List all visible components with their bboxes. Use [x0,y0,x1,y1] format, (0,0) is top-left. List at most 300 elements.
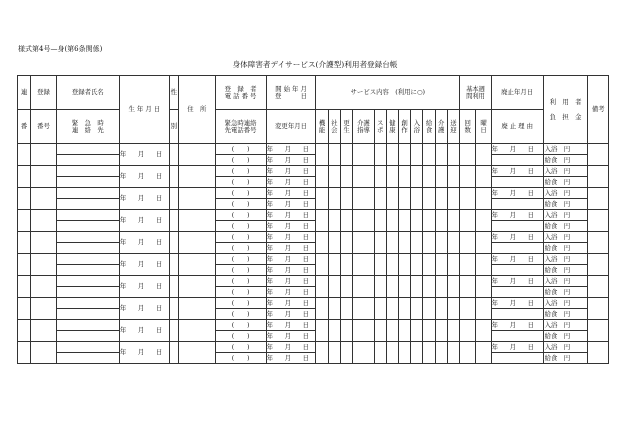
cell-service-shakai[interactable] [328,342,340,364]
cell-service-sogei[interactable] [447,188,459,210]
cell-name[interactable] [56,298,119,309]
cell-weekday[interactable] [476,320,491,342]
cell-start-date[interactable]: 年 月 日 [266,232,316,243]
cell-name[interactable] [56,166,119,177]
cell-change-date[interactable]: 年 月 日 [266,199,316,210]
cell-end-reason[interactable] [491,177,543,188]
cell-reg-number[interactable] [31,210,56,232]
cell-service-kino[interactable] [316,166,328,188]
cell-emergency-contact[interactable] [56,155,119,166]
cell-service-sosaku[interactable] [398,210,410,232]
cell-weekday[interactable] [476,144,491,166]
cell-start-date[interactable]: 年 月 日 [266,276,316,287]
cell-count[interactable] [460,320,476,342]
cell-meal-fee[interactable]: 給食 円 [543,353,588,364]
cell-reg-phone[interactable]: ( ) [215,342,266,353]
cell-end-date[interactable]: 年 月 日 [491,144,543,155]
cell-emergency-phone[interactable]: ( ) [215,243,266,254]
cell-emergency-contact[interactable] [56,199,119,210]
cell-change-date[interactable]: 年 月 日 [266,243,316,254]
cell-reg-number[interactable] [31,298,56,320]
cell-end-date[interactable]: 年 月 日 [491,166,543,177]
cell-service-sogei[interactable] [447,166,459,188]
cell-service-kosei[interactable] [340,276,352,298]
cell-service-shakai[interactable] [328,144,340,166]
header-change-date: 変更年月日 [266,110,316,144]
cell-service-kaigo[interactable] [435,276,447,298]
cell-service-kino[interactable] [316,232,328,254]
cell-remarks[interactable] [588,298,609,320]
cell-service-sosaku[interactable] [398,232,410,254]
cell-weekday[interactable] [476,166,491,188]
cell-seq[interactable] [18,276,31,298]
cell-meal-fee[interactable]: 給食 円 [543,177,588,188]
cell-service-nyuyoku[interactable] [411,254,423,276]
cell-start-date[interactable]: 年 月 日 [266,254,316,265]
cell-service-shakai[interactable] [328,166,340,188]
cell-name[interactable] [56,144,119,155]
cell-service-kyushoku[interactable] [423,232,435,254]
cell-name[interactable] [56,342,119,353]
cell-reg-phone[interactable]: ( ) [215,188,266,199]
cell-emergency-phone[interactable]: ( ) [215,199,266,210]
header-end-reason: 廃 止 理 由 [491,110,543,144]
cell-weekday[interactable] [476,188,491,210]
cell-service-sogei[interactable] [447,342,459,364]
cell-service-shakai[interactable] [328,210,340,232]
cell-seq[interactable] [18,254,31,276]
cell-service-kaigo[interactable] [435,210,447,232]
cell-reg-number[interactable] [31,276,56,298]
cell-change-date[interactable]: 年 月 日 [266,287,316,298]
cell-birthdate[interactable]: 年 月 日 [119,298,169,320]
cell-service-shakai[interactable] [328,298,340,320]
cell-change-date[interactable]: 年 月 日 [266,221,316,232]
cell-service-kaigo-shido[interactable] [353,166,374,188]
cell-service-kaigo-shido[interactable] [353,298,374,320]
cell-emergency-contact[interactable] [56,177,119,188]
cell-remarks[interactable] [588,320,609,342]
cell-birthdate[interactable]: 年 月 日 [119,166,169,188]
cell-reg-phone[interactable]: ( ) [215,232,266,243]
cell-service-sosaku[interactable] [398,298,410,320]
cell-bath-fee[interactable]: 入浴 円 [543,210,588,221]
cell-emergency-phone[interactable]: ( ) [215,287,266,298]
cell-name[interactable] [56,210,119,221]
cell-end-reason[interactable] [491,265,543,276]
cell-remarks[interactable] [588,254,609,276]
cell-meal-fee[interactable]: 給食 円 [543,287,588,298]
cell-name[interactable] [56,276,119,287]
cell-service-sports[interactable] [374,254,386,276]
cell-reg-number[interactable] [31,254,56,276]
cell-service-kino[interactable] [316,144,328,166]
cell-service-kino[interactable] [316,210,328,232]
cell-service-shakai[interactable] [328,232,340,254]
cell-service-sports[interactable] [374,298,386,320]
cell-service-kyushoku[interactable] [423,144,435,166]
cell-end-reason[interactable] [491,243,543,254]
cell-service-kenko[interactable] [386,166,398,188]
cell-end-reason[interactable] [491,331,543,342]
form-number: 様式第4号—身(第6条関係) [18,45,103,53]
cell-reg-phone[interactable]: ( ) [215,298,266,309]
cell-emergency-phone[interactable]: ( ) [215,155,266,166]
cell-count[interactable] [460,276,476,298]
cell-emergency-phone[interactable]: ( ) [215,309,266,320]
cell-service-kosei[interactable] [340,210,352,232]
cell-address[interactable] [178,276,215,298]
cell-emergency-contact[interactable] [56,221,119,232]
cell-start-date[interactable]: 年 月 日 [266,188,316,199]
cell-seq[interactable] [18,342,31,364]
cell-sex[interactable] [169,298,178,320]
cell-meal-fee[interactable]: 給食 円 [543,331,588,342]
cell-bath-fee[interactable]: 入浴 円 [543,232,588,243]
cell-count[interactable] [460,298,476,320]
cell-count[interactable] [460,188,476,210]
cell-service-sosaku[interactable] [398,144,410,166]
cell-end-date[interactable]: 年 月 日 [491,298,543,309]
cell-bath-fee[interactable]: 入浴 円 [543,254,588,265]
cell-meal-fee[interactable]: 給食 円 [543,265,588,276]
cell-reg-number[interactable] [31,342,56,364]
cell-service-nyuyoku[interactable] [411,144,423,166]
cell-remarks[interactable] [588,210,609,232]
cell-change-date[interactable]: 年 月 日 [266,177,316,188]
cell-address[interactable] [178,342,215,364]
header-service-shakai: 社 会 [328,110,340,144]
cell-service-kyushoku[interactable] [423,166,435,188]
cell-reg-number[interactable] [31,320,56,342]
cell-service-kenko[interactable] [386,298,398,320]
cell-service-kino[interactable] [316,254,328,276]
cell-service-kenko[interactable] [386,276,398,298]
cell-weekday[interactable] [476,298,491,320]
header-service-sogei: 送 迎 [447,110,459,144]
cell-reg-phone[interactable]: ( ) [215,320,266,331]
cell-service-kenko[interactable] [386,254,398,276]
cell-service-sogei[interactable] [447,320,459,342]
cell-end-date[interactable]: 年 月 日 [491,276,543,287]
cell-seq[interactable] [18,232,31,254]
cell-seq[interactable] [18,166,31,188]
cell-start-date[interactable]: 年 月 日 [266,320,316,331]
cell-change-date[interactable]: 年 月 日 [266,353,316,364]
cell-service-kosei[interactable] [340,254,352,276]
cell-name[interactable] [56,254,119,265]
cell-service-sogei[interactable] [447,254,459,276]
cell-service-sogei[interactable] [447,232,459,254]
cell-reg-number[interactable] [31,144,56,166]
cell-emergency-contact[interactable] [56,265,119,276]
cell-service-sports[interactable] [374,232,386,254]
cell-service-kaigo[interactable] [435,298,447,320]
cell-service-nyuyoku[interactable] [411,320,423,342]
cell-reg-phone[interactable]: ( ) [215,144,266,155]
cell-service-kenko[interactable] [386,320,398,342]
cell-birthdate[interactable]: 年 月 日 [119,144,169,166]
cell-end-reason[interactable] [491,221,543,232]
cell-service-kosei[interactable] [340,298,352,320]
cell-emergency-phone[interactable]: ( ) [215,353,266,364]
cell-service-kyushoku[interactable] [423,320,435,342]
cell-start-date[interactable]: 年 月 日 [266,166,316,177]
cell-sex[interactable] [169,342,178,364]
cell-service-sosaku[interactable] [398,254,410,276]
cell-emergency-phone[interactable]: ( ) [215,265,266,276]
cell-service-kaigo[interactable] [435,254,447,276]
cell-emergency-phone[interactable]: ( ) [215,221,266,232]
cell-end-date[interactable]: 年 月 日 [491,210,543,221]
cell-weekday[interactable] [476,210,491,232]
header-service-nyuyoku: 入 浴 [411,110,423,144]
cell-address[interactable] [178,210,215,232]
cell-end-date[interactable]: 年 月 日 [491,320,543,331]
cell-change-date[interactable]: 年 月 日 [266,265,316,276]
header-service-kaigo-shido: 介護 指導 [353,110,374,144]
cell-bath-fee[interactable]: 入浴 円 [543,320,588,331]
cell-sex[interactable] [169,320,178,342]
cell-service-kaigo-shido[interactable] [353,210,374,232]
cell-service-kaigo[interactable] [435,144,447,166]
cell-service-kosei[interactable] [340,232,352,254]
cell-sex[interactable] [169,232,178,254]
cell-end-reason[interactable] [491,353,543,364]
cell-count[interactable] [460,144,476,166]
cell-remarks[interactable] [588,232,609,254]
cell-service-sogei[interactable] [447,210,459,232]
cell-count[interactable] [460,254,476,276]
cell-meal-fee[interactable]: 給食 円 [543,243,588,254]
cell-meal-fee[interactable]: 給食 円 [543,309,588,320]
cell-service-nyuyoku[interactable] [411,232,423,254]
cell-count[interactable] [460,166,476,188]
cell-end-reason[interactable] [491,199,543,210]
cell-weekday[interactable] [476,254,491,276]
cell-meal-fee[interactable]: 給食 円 [543,199,588,210]
cell-name[interactable] [56,320,119,331]
cell-bath-fee[interactable]: 入浴 円 [543,188,588,199]
cell-address[interactable] [178,232,215,254]
cell-birthdate[interactable]: 年 月 日 [119,320,169,342]
cell-emergency-phone[interactable]: ( ) [215,331,266,342]
cell-service-kosei[interactable] [340,144,352,166]
cell-service-kino[interactable] [316,298,328,320]
cell-birthdate[interactable]: 年 月 日 [119,232,169,254]
cell-service-kino[interactable] [316,276,328,298]
cell-address[interactable] [178,188,215,210]
cell-service-sports[interactable] [374,210,386,232]
cell-service-kyushoku[interactable] [423,210,435,232]
cell-service-kaigo-shido[interactable] [353,232,374,254]
cell-service-kosei[interactable] [340,188,352,210]
cell-end-date[interactable]: 年 月 日 [491,232,543,243]
cell-service-sports[interactable] [374,144,386,166]
cell-service-sosaku[interactable] [398,342,410,364]
cell-remarks[interactable] [588,166,609,188]
cell-bath-fee[interactable]: 入浴 円 [543,298,588,309]
cell-service-kaigo[interactable] [435,166,447,188]
cell-count[interactable] [460,232,476,254]
cell-service-kenko[interactable] [386,188,398,210]
cell-end-date[interactable]: 年 月 日 [491,254,543,265]
cell-remarks[interactable] [588,188,609,210]
cell-service-shakai[interactable] [328,254,340,276]
cell-end-reason[interactable] [491,155,543,166]
cell-emergency-contact[interactable] [56,331,119,342]
cell-service-kosei[interactable] [340,342,352,364]
cell-service-kenko[interactable] [386,144,398,166]
cell-seq[interactable] [18,210,31,232]
header-seq-2: 番 [18,110,31,144]
cell-service-kaigo-shido[interactable] [353,188,374,210]
cell-seq[interactable] [18,188,31,210]
cell-service-sosaku[interactable] [398,320,410,342]
cell-reg-number[interactable] [31,166,56,188]
cell-service-kenko[interactable] [386,210,398,232]
cell-service-kyushoku[interactable] [423,298,435,320]
cell-service-sogei[interactable] [447,276,459,298]
cell-reg-phone[interactable]: ( ) [215,254,266,265]
cell-service-sosaku[interactable] [398,276,410,298]
cell-name[interactable] [56,188,119,199]
cell-count[interactable] [460,342,476,364]
cell-weekday[interactable] [476,276,491,298]
cell-seq[interactable] [18,144,31,166]
cell-remarks[interactable] [588,342,609,364]
cell-service-nyuyoku[interactable] [411,276,423,298]
cell-address[interactable] [178,144,215,166]
cell-change-date[interactable]: 年 月 日 [266,309,316,320]
cell-sex[interactable] [169,166,178,188]
cell-service-kyushoku[interactable] [423,188,435,210]
cell-service-kaigo-shido[interactable] [353,342,374,364]
cell-start-date[interactable]: 年 月 日 [266,298,316,309]
cell-meal-fee[interactable]: 給食 円 [543,155,588,166]
cell-meal-fee[interactable]: 給食 円 [543,221,588,232]
cell-service-nyuyoku[interactable] [411,342,423,364]
cell-weekday[interactable] [476,232,491,254]
cell-service-sogei[interactable] [447,298,459,320]
cell-reg-phone[interactable]: ( ) [215,210,266,221]
cell-sex[interactable] [169,254,178,276]
cell-service-sosaku[interactable] [398,188,410,210]
cell-service-kino[interactable] [316,320,328,342]
cell-seq[interactable] [18,298,31,320]
cell-service-nyuyoku[interactable] [411,166,423,188]
cell-bath-fee[interactable]: 入浴 円 [543,144,588,155]
cell-end-date[interactable]: 年 月 日 [491,342,543,353]
cell-service-sports[interactable] [374,188,386,210]
cell-end-reason[interactable] [491,309,543,320]
cell-service-sports[interactable] [374,166,386,188]
cell-end-date[interactable]: 年 月 日 [491,188,543,199]
cell-service-kaigo[interactable] [435,342,447,364]
cell-change-date[interactable]: 年 月 日 [266,331,316,342]
cell-seq[interactable] [18,320,31,342]
cell-start-date[interactable]: 年 月 日 [266,210,316,221]
cell-service-nyuyoku[interactable] [411,210,423,232]
cell-end-reason[interactable] [491,287,543,298]
cell-service-kino[interactable] [316,342,328,364]
cell-service-kaigo-shido[interactable] [353,144,374,166]
cell-count[interactable] [460,210,476,232]
cell-service-sogei[interactable] [447,144,459,166]
cell-bath-fee[interactable]: 入浴 円 [543,166,588,177]
cell-service-kaigo-shido[interactable] [353,254,374,276]
cell-address[interactable] [178,320,215,342]
cell-service-sports[interactable] [374,320,386,342]
cell-service-shakai[interactable] [328,320,340,342]
cell-birthdate[interactable]: 年 月 日 [119,210,169,232]
cell-emergency-contact[interactable] [56,243,119,254]
header-service-group: サービス内容 (利用に○) [316,76,460,110]
cell-emergency-contact[interactable] [56,353,119,364]
cell-reg-number[interactable] [31,188,56,210]
cell-address[interactable] [178,254,215,276]
cell-remarks[interactable] [588,276,609,298]
cell-remarks[interactable] [588,144,609,166]
cell-start-date[interactable]: 年 月 日 [266,342,316,353]
cell-sex[interactable] [169,276,178,298]
cell-service-kenko[interactable] [386,232,398,254]
cell-reg-number[interactable] [31,232,56,254]
cell-service-kenko[interactable] [386,342,398,364]
cell-service-kyushoku[interactable] [423,254,435,276]
cell-emergency-phone[interactable]: ( ) [215,177,266,188]
cell-service-kaigo[interactable] [435,232,447,254]
cell-service-kosei[interactable] [340,320,352,342]
cell-service-kosei[interactable] [340,166,352,188]
cell-service-kaigo[interactable] [435,320,447,342]
cell-service-kino[interactable] [316,188,328,210]
cell-service-kyushoku[interactable] [423,342,435,364]
cell-bath-fee[interactable]: 入浴 円 [543,342,588,353]
cell-service-kaigo-shido[interactable] [353,320,374,342]
cell-service-nyuyoku[interactable] [411,298,423,320]
cell-sex[interactable] [169,144,178,166]
cell-reg-phone[interactable]: ( ) [215,276,266,287]
cell-service-shakai[interactable] [328,188,340,210]
cell-start-date[interactable]: 年 月 日 [266,144,316,155]
cell-change-date[interactable]: 年 月 日 [266,155,316,166]
cell-address[interactable] [178,166,215,188]
cell-service-sports[interactable] [374,276,386,298]
cell-birthdate[interactable]: 年 月 日 [119,276,169,298]
cell-service-kaigo[interactable] [435,188,447,210]
cell-birthdate[interactable]: 年 月 日 [119,342,169,364]
cell-reg-phone[interactable]: ( ) [215,166,266,177]
cell-service-kaigo-shido[interactable] [353,276,374,298]
cell-address[interactable] [178,298,215,320]
cell-bath-fee[interactable]: 入浴 円 [543,276,588,287]
document-title: 身体障害者デイサービス(介護型)利用者登録台帳 [232,60,398,69]
cell-emergency-contact[interactable] [56,309,119,320]
cell-sex[interactable] [169,210,178,232]
cell-service-sosaku[interactable] [398,166,410,188]
cell-birthdate[interactable]: 年 月 日 [119,254,169,276]
cell-service-kyushoku[interactable] [423,276,435,298]
cell-birthdate[interactable]: 年 月 日 [119,188,169,210]
cell-service-shakai[interactable] [328,276,340,298]
cell-sex[interactable] [169,188,178,210]
cell-name[interactable] [56,232,119,243]
cell-emergency-contact[interactable] [56,287,119,298]
cell-weekday[interactable] [476,342,491,364]
cell-service-sports[interactable] [374,342,386,364]
cell-service-nyuyoku[interactable] [411,188,423,210]
